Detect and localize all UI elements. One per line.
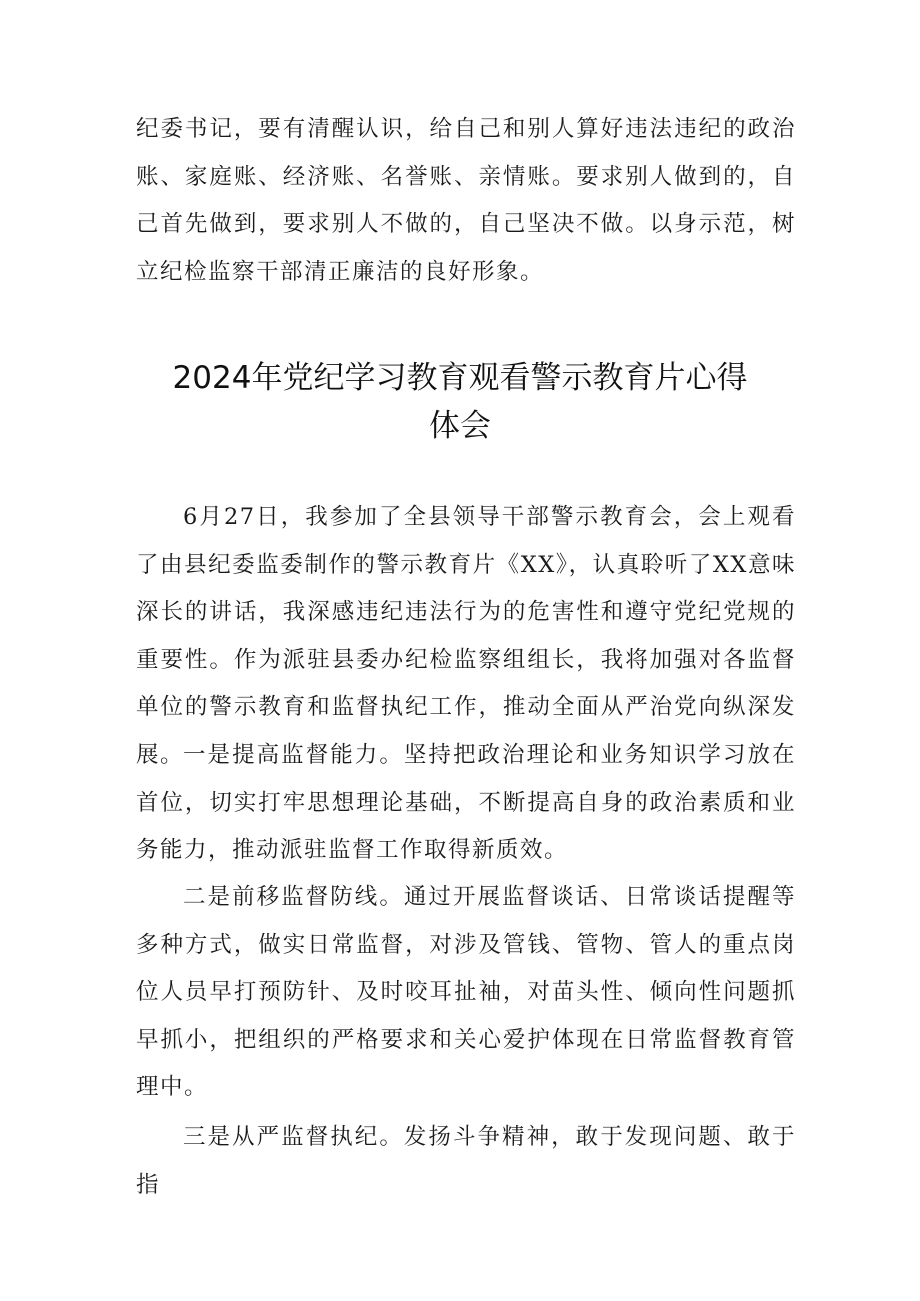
paragraph-intro: 6月27日，我参加了全县领导干部警示教育会，会上观看了由县纪委监委制作的警示教育片《XX》，认真聆听了XX意味深长的讲话，我深感违纪违法行为的危害性和遵守党纪党规的重要性。作为派驻县委办纪检监察组组长，我将加强对各监督单位的警示教育和监督执纪工作，推动全面从严治党向纵深发展。 xyxy=(136,504,796,768)
title-line-2: 体会 xyxy=(429,408,491,444)
document-title xyxy=(100,354,820,450)
paragraph-point-3: 三是从严监督执纪。发扬斗争精神，敢于发现问题、敢于指 xyxy=(136,1124,796,1198)
title-line-1: 2024年党纪学习教育观看警示教育片心得 xyxy=(172,360,748,396)
continued-paragraph: 纪委书记，要有清醒认识，给自己和别人算好违法违纪的政治账、家庭账、经济账、名誉账、亲情账。要求别人做到的，自己首先做到，要求别人不做的，自己坚决不做。以身示范，树立纪检监察干部清正廉洁的良好形象。 xyxy=(136,116,796,285)
paragraph-point-1: 一是提高监督能力。坚持把政治理论和业务知识学习放在首位，切实打牢思想理论基础，不断提高自身的政治素质和业务能力，推动派驻监督工作取得新质效。 xyxy=(136,742,796,863)
paragraph-point-2: 二是前移监督防线。通过开展监督谈话、日常谈话提醒等多种方式，做实日常监督，对涉及管钱、管物、管人的重点岗位人员早打预防针、及时咬耳扯袖，对苗头性、倾向性问题抓早抓小，把组织的严格要求和关心爱护体现在日常监督教育管理中。 xyxy=(136,884,796,1100)
